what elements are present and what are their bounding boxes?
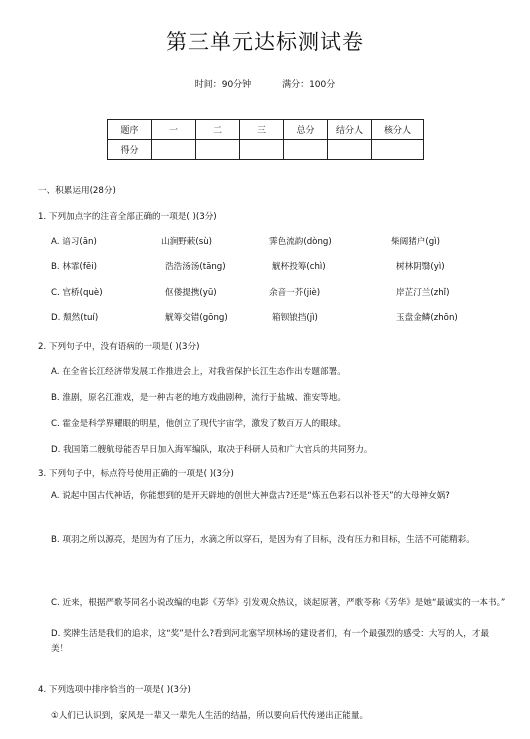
score-cell — [284, 140, 328, 160]
score-header-cell: 三 — [240, 120, 284, 140]
score-header-cell: 结分人 — [328, 120, 372, 140]
score-cell — [152, 140, 196, 160]
q1-option-cell: 霁色流韵(dòng) — [269, 237, 332, 247]
q1-option-cell: 伛偻提携(yū) — [165, 288, 217, 298]
question-1-stem: 1. 下列加点字的注音全部正确的一项是( )(3分) — [38, 212, 217, 222]
score-header-cell: 二 — [196, 120, 240, 140]
score-cell — [372, 140, 424, 160]
q1-option-cell: 岸芷汀兰(zhǐ) — [396, 288, 450, 298]
section-heading: 一、积累运用(28分) — [38, 186, 116, 196]
q1-option-cell: A. 谙习(ān) — [51, 237, 97, 247]
score-cell — [240, 140, 284, 160]
question-3-option-d: D. 奖牌生活是我们的追求，这“奖”是什么?看到河北塞罕坝林场的建设者们，有一个最强烈的感受：大写的人，才最美！ — [51, 629, 490, 654]
score-cell — [196, 140, 240, 160]
question-2-option: B. 淮剧，原名江淮戏，是一种古老的地方戏曲剧种，流行于盐城、淮安等地。 — [51, 393, 346, 403]
question-3-option-b: B. 项羽之所以源亮，是因为有了压力，水滴之所以穿石，是因为有了目标，没有压力和目标，生活不可能精彩。 — [51, 535, 475, 545]
score-header-cell: 核分人 — [372, 120, 424, 140]
score-row-label: 得分 — [108, 140, 152, 160]
q1-option-cell: 余音一芥(jiè) — [269, 288, 321, 298]
exam-meta — [0, 77, 530, 90]
time-limit: 时间：90分钟 — [194, 80, 252, 90]
q1-option-cell: 觥杯投筹(chì) — [272, 262, 326, 272]
question-4-stem: 4. 下列选项中排序恰当的一项是( )(3分) — [38, 685, 191, 695]
q1-option-cell: C. 官桥(què) — [51, 288, 103, 298]
score-cell — [328, 140, 372, 160]
q1-option-cell: D. 颓然(tuí) — [51, 313, 99, 323]
score-table — [107, 119, 424, 160]
score-table-score-row — [108, 140, 424, 160]
q1-option-cell: 树林阴翳(yì) — [396, 262, 445, 272]
score-header-cell: 一 — [152, 120, 196, 140]
q1-option-cell: 浩浩汤汤(tāng) — [165, 262, 226, 272]
score-table-header-row — [108, 120, 424, 140]
q1-option-cell: 山涧野蔌(sù) — [161, 237, 213, 247]
score-header-cell: 题序 — [108, 120, 152, 140]
question-2-option: C. 霍金是科学界耀眼的明星，他创立了现代宇宙学，激发了数百万人的眼球。 — [51, 419, 347, 429]
question-4-sentence: ①人们已认识到，家风是一辈又一辈先人生活的结晶，所以要向后代传递出正能量。 — [51, 711, 369, 721]
question-2-option: D. 我国第二艘航母能否早日加入海军编队，取决于科研人员和广大官兵的共同努力。 — [51, 445, 373, 455]
question-3-option-c: C. 近来，根据严歌苓同名小说改编的电影《芳华》引发观众热议，谈起原著，严歌苓称《芳华》是她“最诚实的一本书。” — [51, 598, 506, 608]
page-title: 第三单元达标测试卷 — [166, 30, 364, 54]
question-3-stem: 3. 下列句子中，标点符号使用正确的一项是( )(3分) — [38, 469, 234, 479]
question-2-option: A. 在全省长江经济带发展工作推进会上，对我省保护长江生态作出专题部署。 — [51, 367, 346, 377]
q1-option-cell: 箱钡锒挡(jì) — [272, 313, 318, 323]
q1-option-cell: 玉盘金鳞(zhōn) — [396, 313, 458, 323]
score-header-cell: 总分 — [284, 120, 328, 140]
q1-option-cell: 觥筹交错(gōng) — [165, 313, 228, 323]
question-2-stem: 2. 下列句子中，没有语病的一项是( )(3分) — [38, 342, 200, 352]
q1-option-cell: B. 林霏(fēi) — [51, 262, 97, 272]
full-score: 满分：100分 — [282, 80, 336, 90]
question-3-option-a: A. 说起中国古代神话，你能想到的是开天辟地的创世大神盘古?还是“炼五色彩石以补苍天”的大母神女娲? — [51, 491, 450, 501]
q1-option-cell: 柴阔猪户(gì) — [391, 237, 440, 247]
